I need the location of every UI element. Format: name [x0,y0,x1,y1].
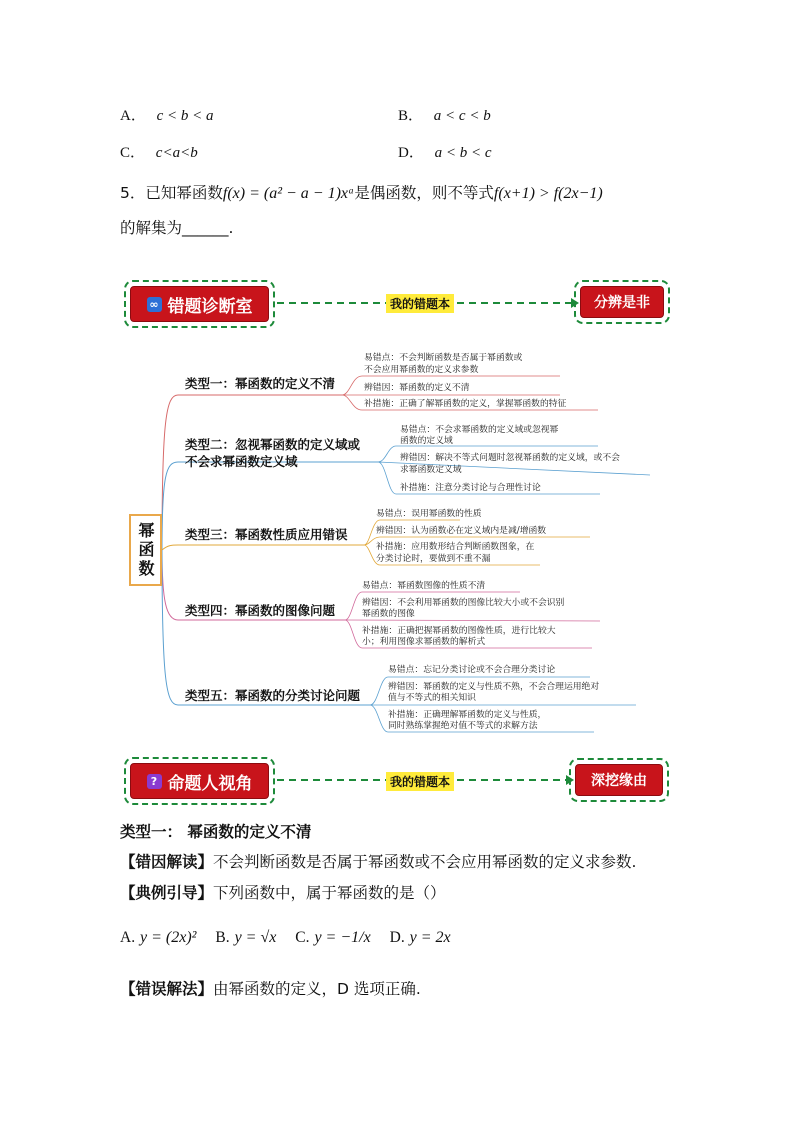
wrong-text: 由幂函数的定义，D 选项正确. [213,980,421,998]
choice-letter: B. [215,929,230,946]
note: 辨错因：幂函数的定义与性质不熟，不会合理运用绝对 [388,682,600,692]
note: 分类讨论时，要做到不重不漏 [376,554,491,564]
type-1-label: 类型一：幂函数的定义不清 [185,376,336,391]
option-expr: c<a<b [155,145,198,161]
note: 辨错因：解决不等式问题时忽视幂函数的定义域，或不会 [400,453,620,463]
choice-letter: A. [120,929,136,946]
type-4-label: 类型四：幂函数的图像问题 [185,603,336,618]
banner2-mid-label: 我的错题本 [386,772,454,791]
note: 易错点：不会求幂函数的定义域或忽视幂 [400,425,559,435]
option-letter: D． [398,145,424,161]
mindmap-center-label: 幂函数 [136,521,155,579]
section-type-title: 类型一： 幂函数的定义不清 [120,823,312,841]
cause-text: 不会判断函数是否属于幂函数或不会应用幂函数的定义求参数. [213,853,637,871]
option-letter: C． [120,145,146,161]
link-icon: ∞ [147,297,162,312]
banner-discern-label: 分辨是非 [580,286,664,318]
note: 辨错因：幂函数的定义不清 [364,383,470,393]
choice-expr: y = −1/x [314,929,371,946]
banner-diagnosis-label: 错题诊断室 [167,296,253,317]
wrong-solution-line [120,977,421,999]
option-expr: a < c < b [433,108,491,124]
type-5-label: 类型五：幂函数的分类讨论问题 [185,688,361,703]
note: 补措施：正确把握幂函数的图像性质，进行比较大 [362,626,556,636]
option-letter: B． [398,108,424,124]
note: 补措施：正确了解幂函数的定义，掌握幂函数的特征 [364,399,567,409]
example-tag: 【典例引导】 [120,884,214,902]
note: 辨错因：认为函数必在定义域内是减/增函数 [376,526,547,536]
question-5-line2: 的解集为______. [120,219,234,237]
banner-setter-inner [130,763,269,799]
cause-tag: 【错因解读】 [120,853,214,871]
mindmap-center [129,514,162,586]
q5-prefix: 5．已知幂函数 [120,184,223,202]
option-letter: A． [120,108,146,124]
question-icon: ? [147,774,162,789]
banner-dig-reason-label: 深挖缘由 [575,764,663,796]
choice-letter: C. [295,929,310,946]
note: 函数的定义域 [400,436,453,446]
q5-middle: 是偶函数，则不等式 [354,184,494,202]
note: 易错点：忘记分类讨论或不会合理分类讨论 [388,665,556,675]
banner-dig-reason [569,758,669,802]
note: 小；利用图像求幂函数的解析式 [362,637,486,647]
q5-inequality: f(x+1) > f(2x−1) [493,185,603,202]
note: 辨错因：不会利用幂函数的图像比较大小或不会识别 [362,598,565,608]
note: 易错点：幂函数图像的性质不清 [362,581,486,591]
note: 同时熟练掌握绝对值不等式的求解方法 [388,721,538,731]
choice-letter: D. [389,929,405,946]
note: 补措施：应用数形结合判断函数图象，在 [376,542,535,552]
example-text: 下列函数中，属于幂函数的是（） [213,884,446,902]
banner-setter-label: 命题人视角 [167,773,253,794]
note: 幂函数的图像 [362,609,415,619]
option-expr: c < b < a [156,108,214,124]
example-line [120,881,446,903]
option-expr: a < b < c [434,145,492,161]
note: 不会应用幂函数的定义求参数 [364,365,479,375]
note: 补措施：注意分类讨论与合理性讨论 [400,483,541,493]
cause-line [120,850,636,872]
note: 求幂函数定义域 [400,465,462,475]
choice-expr: y = √x [234,929,277,946]
note: 易错点：不会判断函数是否属于幂函数或 [364,353,523,363]
example-choices [120,928,451,947]
note: 补措施：正确理解幂函数的定义与性质， [388,710,547,720]
choice-expr: y = (2x)² [140,929,197,946]
note: 易错点：误用幂函数的性质 [376,509,482,519]
type-2-label-line2: 不会求幂函数定义域 [185,454,298,469]
type-3-label: 类型三：幂函数性质应用错误 [185,527,348,542]
note: 值与不等式的相关知识 [388,693,476,703]
type-2-label-line1: 类型二：忽视幂函数的定义域或 [185,437,361,452]
choice-expr: y = 2x [409,929,451,946]
q5-function: f(x) = (a² − a − 1)xᵃ [222,185,355,202]
wrong-tag: 【错误解法】 [120,980,214,998]
banner-setter-view [124,757,275,805]
banner1-mid-label: 我的错题本 [386,294,454,313]
